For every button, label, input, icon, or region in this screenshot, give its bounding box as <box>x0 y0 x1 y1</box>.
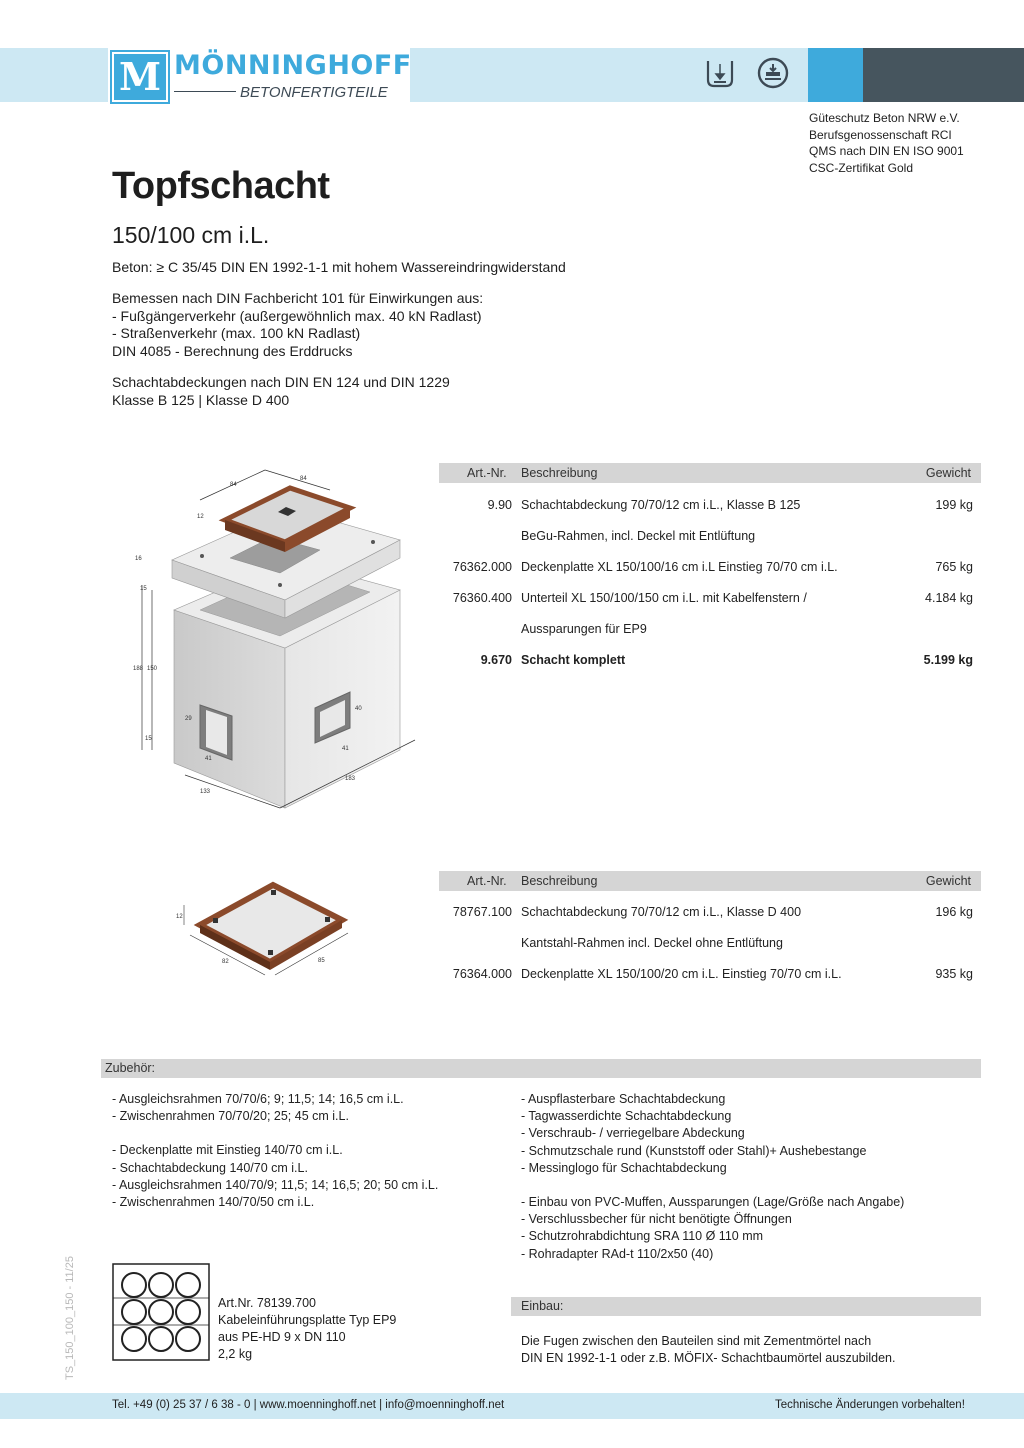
page-title: Topfschacht <box>112 165 330 207</box>
list-item: - Deckenplatte mit Einstieg 140/70 cm i.L. <box>112 1143 343 1158</box>
header-accent-blue <box>808 48 863 102</box>
dim-label: 188 <box>133 666 144 672</box>
list-item: - Messinglogo für Schachtabdeckung <box>521 1160 727 1175</box>
art-nr: 9.90 <box>487 498 512 512</box>
col-desc: Beschreibung <box>521 874 598 888</box>
dim-label: 12 <box>176 914 183 920</box>
design-basis <box>112 290 483 360</box>
description: Kantstahl-Rahmen incl. Deckel ohne Entlüftung <box>521 936 783 950</box>
list-item: - Ausgleichsrahmen 140/70/9; 11,5; 14; 16,5; 20; 50 cm i.L. <box>112 1177 439 1192</box>
ep9-plate-drawing <box>112 1263 210 1361</box>
ep9-info <box>218 1295 396 1363</box>
logo-divider <box>174 91 236 92</box>
footer-disclaimer: Technische Änderungen vorbehalten! <box>775 1399 965 1411</box>
cert-line: Berufsgenossenschaft RCI <box>809 127 952 142</box>
description: Schacht komplett <box>521 653 626 667</box>
brand-tagline: BETONFERTIGTEILE <box>240 84 388 101</box>
dim-label: 16 <box>135 556 142 562</box>
dim-label: 12 <box>197 514 204 520</box>
brand-name: MÖNNINGHOFF <box>174 50 412 81</box>
dim-label: 82 <box>222 959 229 965</box>
col-weight: Gewicht <box>925 466 971 480</box>
dim-label: 41 <box>205 756 212 762</box>
weight: 4.184 kg <box>925 591 973 605</box>
certifications <box>809 110 964 176</box>
table-row <box>0 933 1024 953</box>
dim-label: 85 <box>318 958 325 964</box>
table-row <box>0 902 1024 922</box>
weight: 199 kg <box>935 498 973 512</box>
cover-standards <box>112 374 450 409</box>
weight: 765 kg <box>935 560 973 574</box>
shaft-assembly-drawing <box>130 460 430 830</box>
weight: 935 kg <box>935 967 973 981</box>
art-nr: 9.670 <box>480 653 512 667</box>
description: Schachtabdeckung 70/70/12 cm i.L., Klasse B 125 <box>521 498 801 512</box>
installation-text <box>521 1333 895 1366</box>
list-item: - Zwischenrahmen 140/70/50 cm i.L. <box>112 1195 315 1210</box>
document-code: TS_150_100_150 - 11/25 <box>64 1256 76 1380</box>
design-line: DIN 4085 - Berechnung des Erddrucks <box>112 342 353 359</box>
list-item: - Einbau von PVC-Muffen, Aussparungen (Lage/Größe nach Angabe) <box>521 1195 905 1210</box>
art-nr: 76364.000 <box>452 967 512 981</box>
list-item: - Auspflasterbare Schachtabdeckung <box>521 1092 726 1106</box>
art-nr: 78767.100 <box>452 905 512 919</box>
list-item: - Ausgleichsrahmen 70/70/6; 9; 11,5; 14; 16,5 cm i.L. <box>112 1092 404 1106</box>
design-line: - Fußgängerverkehr (außergewöhnlich max. 40 kN Radlast) <box>112 307 482 324</box>
list-item: - Zwischenrahmen 70/70/20; 25; 45 cm i.L. <box>112 1109 349 1124</box>
installation-line: Die Fugen zwischen den Bauteilen sind mit Zementmörtel nach <box>521 1334 872 1348</box>
accessories-header: Zubehör: <box>101 1059 981 1078</box>
list-item: - Tagwasserdichte Schachtabdeckung <box>521 1109 732 1124</box>
dim-label: 15 <box>140 586 147 592</box>
cover-standard-line: Klasse B 125 | Klasse D 400 <box>112 391 290 408</box>
list-item: - Rohradapter RAd-t 110/2x50 (40) <box>521 1246 714 1261</box>
description: Unterteil XL 150/100/150 cm i.L. mit Kabelfenstern / <box>521 591 807 605</box>
table1-header <box>439 463 981 483</box>
logo-mark: M <box>112 52 168 102</box>
dim-label: 150 <box>147 666 158 672</box>
installation-line: DIN EN 1992-1-1 oder z.B. MÖFIX- Schachtbaumörtel auszubilden. <box>521 1350 896 1365</box>
ep9-line: aus PE-HD 9 x DN 110 <box>218 1330 346 1344</box>
beton-spec: Beton: ≥ C 35/45 DIN EN 1992-1-1 mit hohem Wassereindringwiderstand <box>112 259 566 275</box>
weight: 5.199 kg <box>923 653 973 667</box>
cert-line: Güteschutz Beton NRW e.V. <box>809 111 960 125</box>
list-item: - Schmutzschale rund (Kunststoff oder Stahl)+ Aushebestange <box>521 1143 867 1158</box>
design-line: Bemessen nach DIN Fachbericht 101 für Einwirkungen aus: <box>112 290 484 306</box>
table2-header <box>439 871 981 891</box>
installation-header: Einbau: <box>511 1297 981 1316</box>
dim-label: 84 <box>300 476 307 482</box>
list-item: - Schachtabdeckung 140/70 cm i.L. <box>112 1160 308 1175</box>
dim-label: 84 <box>230 482 237 488</box>
table-row-total <box>0 650 1024 670</box>
table-row <box>0 495 1024 515</box>
col-desc: Beschreibung <box>521 466 598 480</box>
table-row <box>0 619 1024 639</box>
dim-label: 40 <box>355 706 362 712</box>
ep9-line: Kabeleinführungsplatte Typ EP9 <box>218 1313 397 1327</box>
ep9-line: Art.Nr. 78139.700 <box>218 1296 316 1310</box>
list-item: - Verschlussbecher für nicht benötigte Öffnungen <box>521 1212 792 1227</box>
col-art: Art.-Nr. <box>467 874 507 888</box>
accessories-left <box>112 1091 438 1211</box>
description: Aussparungen für EP9 <box>521 622 647 636</box>
design-line: - Straßenverkehr (max. 100 kN Radlast) <box>112 325 361 341</box>
weight: 196 kg <box>935 905 973 919</box>
cert-line: QMS nach DIN EN ISO 9001 <box>809 144 964 158</box>
list-item: - Verschraub- / verriegelbare Abdeckung <box>521 1126 745 1141</box>
col-art: Art.-Nr. <box>467 466 507 480</box>
table-row <box>0 964 1024 984</box>
footer-contact: Tel. +49 (0) 25 37 / 6 38 - 0 | www.moenninghoff.net | info@moenninghoff.net <box>112 1399 505 1411</box>
art-nr: 76362.000 <box>452 560 512 574</box>
cert-line: CSC-Zertifikat Gold <box>809 160 914 175</box>
dim-label: 15 <box>145 736 152 742</box>
dim-label: 41 <box>342 746 349 752</box>
cover-standard-line: Schachtabdeckungen nach DIN EN 124 und DIN 1229 <box>112 374 450 390</box>
drain-icon <box>705 58 735 88</box>
description: Deckenplatte XL 150/100/16 cm i.L Einstieg 70/70 cm i.L. <box>521 560 838 574</box>
page-subtitle: 150/100 cm i.L. <box>112 222 270 248</box>
table-row <box>0 526 1024 546</box>
accessories-right <box>521 1091 904 1263</box>
ep9-line: 2,2 kg <box>218 1347 253 1361</box>
scale-weight-icon <box>757 57 789 89</box>
col-weight: Gewicht <box>925 874 971 888</box>
table-row <box>0 588 1024 608</box>
description: Deckenplatte XL 150/100/20 cm i.L. Einstieg 70/70 cm i.L. <box>521 967 842 981</box>
header-accent-dark <box>863 48 1024 102</box>
description: Schachtabdeckung 70/70/12 cm i.L., Klasse D 400 <box>521 905 802 919</box>
table-row <box>0 557 1024 577</box>
dim-label: 133 <box>200 789 211 795</box>
dim-label: 29 <box>185 716 192 722</box>
list-item: - Schutzrohrabdichtung SRA 110 Ø 110 mm <box>521 1229 764 1244</box>
description: BeGu-Rahmen, incl. Deckel mit Entlüftung <box>521 529 756 543</box>
dim-label: 183 <box>345 776 356 782</box>
art-nr: 76360.400 <box>452 591 512 605</box>
